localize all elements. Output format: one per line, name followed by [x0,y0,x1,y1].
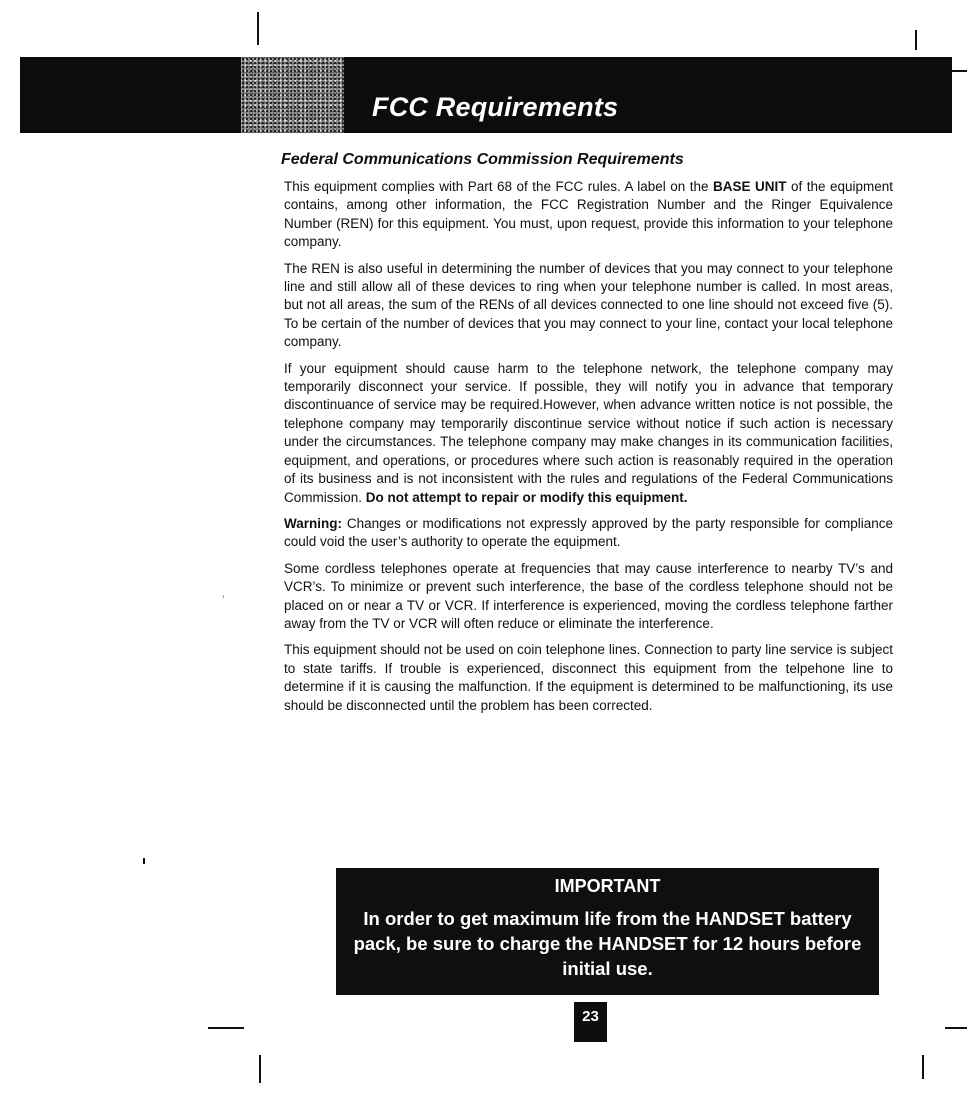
page-number: 23 [574,1002,607,1042]
header-decorative-texture [241,57,344,133]
paragraph-text: If your equipment should cause harm to the telephone network, the telephone company may temporarily disconnect your service. If possible, they will notify you in advance that temporary discontinuance of service may be required.However, when advance written notice is not possible, the telephone company may temporarily discontinue service without notice if such action is necessary under the circumstances. The telephone company may make changes in its communication facilities, equipment, and operations, or procedures where such action is reasonably required in the operation of its business and is not inconsistent with the rules and regulations of the Federal Communications Commission. [284,360,893,505]
paragraph-interference: Some cordless telephones operate at frequencies that may cause interference to nearby TV’s and VCR’s. To minimize or prevent such interference, the base of the cordless telephone should not be placed on or near a TV or VCR. If interference is experienced, moving the cordless telephone farther away from the TV or VCR will often reduce or eliminate the interference. [284,560,893,631]
section-subtitle: Federal Communications Commission Requirements [281,151,684,168]
paragraph-emphasis: BASE UNIT [712,179,787,194]
important-title: IMPORTANT [554,876,661,896]
crop-mark-header-right [952,70,967,72]
paragraph-text: This equipment complies with Part 68 of the FCC rules. A label on the [284,179,713,194]
body-text [284,178,893,723]
paragraph-network-harm [284,360,893,507]
paragraph-text: Changes or modifications not expressly approved by the party responsible for compliance could void the user’s authority to operate the equipment. [284,515,893,550]
crop-mark-top-right [915,30,917,50]
crop-mark-top-left [257,12,259,45]
page-title: FCC Requirements [372,92,619,122]
paragraph-coin-lines: This equipment should not be used on coin telephone lines. Connection to party line service is subject to state tariffs. If trouble is experienced, disconnect this equipment from the telpehone line to determine if it is causing the malfunction. If the equipment is determined to be malfunctioning, its use should be disconnected until the problem has been corrected. [284,642,893,713]
warning-label: Warning: [284,515,342,531]
important-text: In order to get maximum life from the HANDSET battery pack, be sure to charge the HANDSET for 12 hours before initial use. [353,908,862,979]
paragraph-label-info [284,178,893,252]
paragraph-warning [284,515,893,552]
crop-mark-bottom-right-h [945,1027,967,1029]
crop-mark-bottom-left-v [259,1055,261,1083]
paragraph-emphasis: Do not attempt to repair or modify this equipment. [365,489,688,505]
paragraph-ren: The REN is also useful in determining the number of devices that you may connect to your telephone line and still allow all of these devices to ring when your telephone number is called. In most areas, but not all areas, the sum of the RENs of all devices connected to one line should not exceed five (5). To be certain of the number of devices that you may connect to your line, contact your local telephone company. [284,260,893,350]
paragraph-text: of the equipment contains, among other information, the FCC Registration Number and the Ringer Equivalence Number (REN) for this equipment. You must, upon request, provide this information to your telephone company. [284,179,893,250]
crop-mark-bottom-left-h [208,1027,244,1029]
important-notice-box [336,868,879,995]
margin-dot [143,858,145,864]
crop-mark-bottom-right-v [922,1055,924,1079]
margin-speck: ’ [222,593,225,607]
